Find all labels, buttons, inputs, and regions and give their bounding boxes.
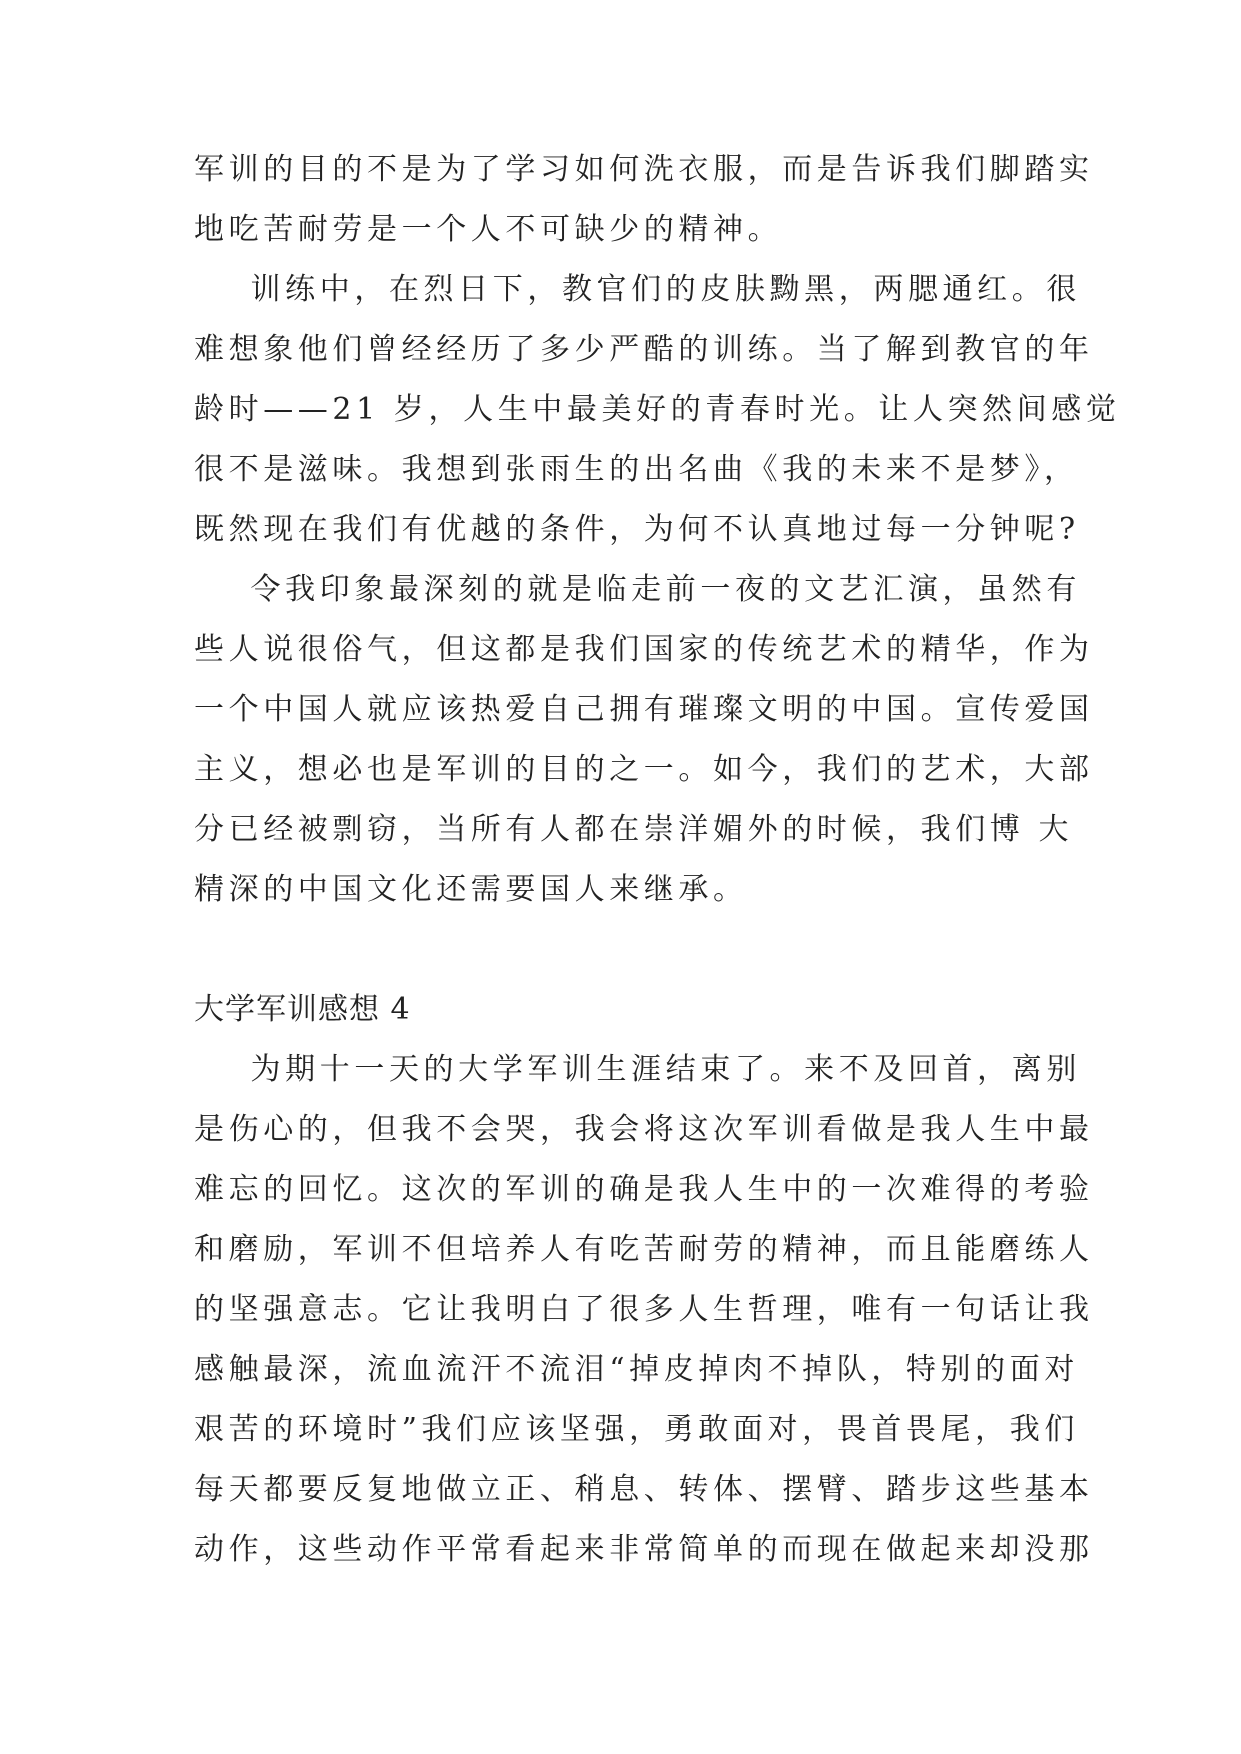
text-line: 的坚强意志。它让我明白了很多人生哲理，唯有一句话让我 xyxy=(194,1292,1094,1327)
text-line: 龄时——21 岁，人生中最美好的青春时光。让人突然间感觉 xyxy=(194,392,1121,427)
section-heading: 大学军训感想 4 xyxy=(194,992,411,1027)
text-line: 为期十一天的大学军训生涯结束了。来不及回首，离别 xyxy=(194,1052,1081,1087)
paragraph-3 xyxy=(194,560,1094,920)
paragraph-1 xyxy=(194,140,1094,260)
text-line: 军训的目的不是为了学习如何洗衣服，而是告诉我们脚踏实 xyxy=(194,152,1094,187)
text-line: 一个中国人就应该热爱自己拥有璀璨文明的中国。宣传爱国 xyxy=(194,692,1094,727)
text-line: 精深的中国文化还需要国人来继承。 xyxy=(194,872,748,907)
text-line: 和磨励，军训不但培养人有吃苦耐劳的精神，而且能磨练人 xyxy=(194,1232,1094,1267)
text-line: 是伤心的，但我不会哭，我会将这次军训看做是我人生中最 xyxy=(194,1112,1094,1147)
text-line: 既然现在我们有优越的条件，为何不认真地过每一分钟呢? xyxy=(194,512,1080,547)
paragraph-spacer xyxy=(194,920,1054,980)
paragraph-4 xyxy=(194,1040,1094,1580)
text-line: 难忘的回忆。这次的军训的确是我人生中的一次难得的考验 xyxy=(194,1172,1094,1207)
text-line: 些人说很俗气，但这都是我们国家的传统艺术的精华，作为 xyxy=(194,632,1094,667)
text-line: 分已经被剽窃，当所有人都在崇洋媚外的时候，我们博 大 xyxy=(194,812,1074,847)
text-line: 艰苦的环境时”我们应该坚强，勇敢面对，畏首畏尾，我们 xyxy=(194,1412,1079,1447)
text-line: 每天都要反复地做立正、稍息、转体、摆臂、踏步这些基本 xyxy=(194,1472,1094,1507)
document-body xyxy=(194,140,1121,1580)
paragraph-2 xyxy=(194,260,1121,560)
text-line: 令我印象最深刻的就是临走前一夜的文艺汇演，虽然有 xyxy=(194,572,1081,607)
text-line: 训练中，在烈日下，教官们的皮肤黝黑，两腮通红。很 xyxy=(194,272,1081,307)
text-line: 感触最深，流血流汗不流泪“掉皮掉肉不掉队，特别的面对 xyxy=(194,1352,1079,1387)
text-line: 主义，想必也是军训的目的之一。如今，我们的艺术，大部 xyxy=(194,752,1094,787)
text-line: 地吃苦耐劳是一个人不可缺少的精神。 xyxy=(194,212,783,247)
text-line: 难想象他们曾经经历了多少严酷的训练。当了解到教官的年 xyxy=(194,332,1094,367)
text-line: 动作，这些动作平常看起来非常简单的而现在做起来却没那 xyxy=(194,1532,1094,1567)
text-line: 很不是滋味。我想到张雨生的出名曲《我的未来不是梦》， xyxy=(194,452,1079,487)
